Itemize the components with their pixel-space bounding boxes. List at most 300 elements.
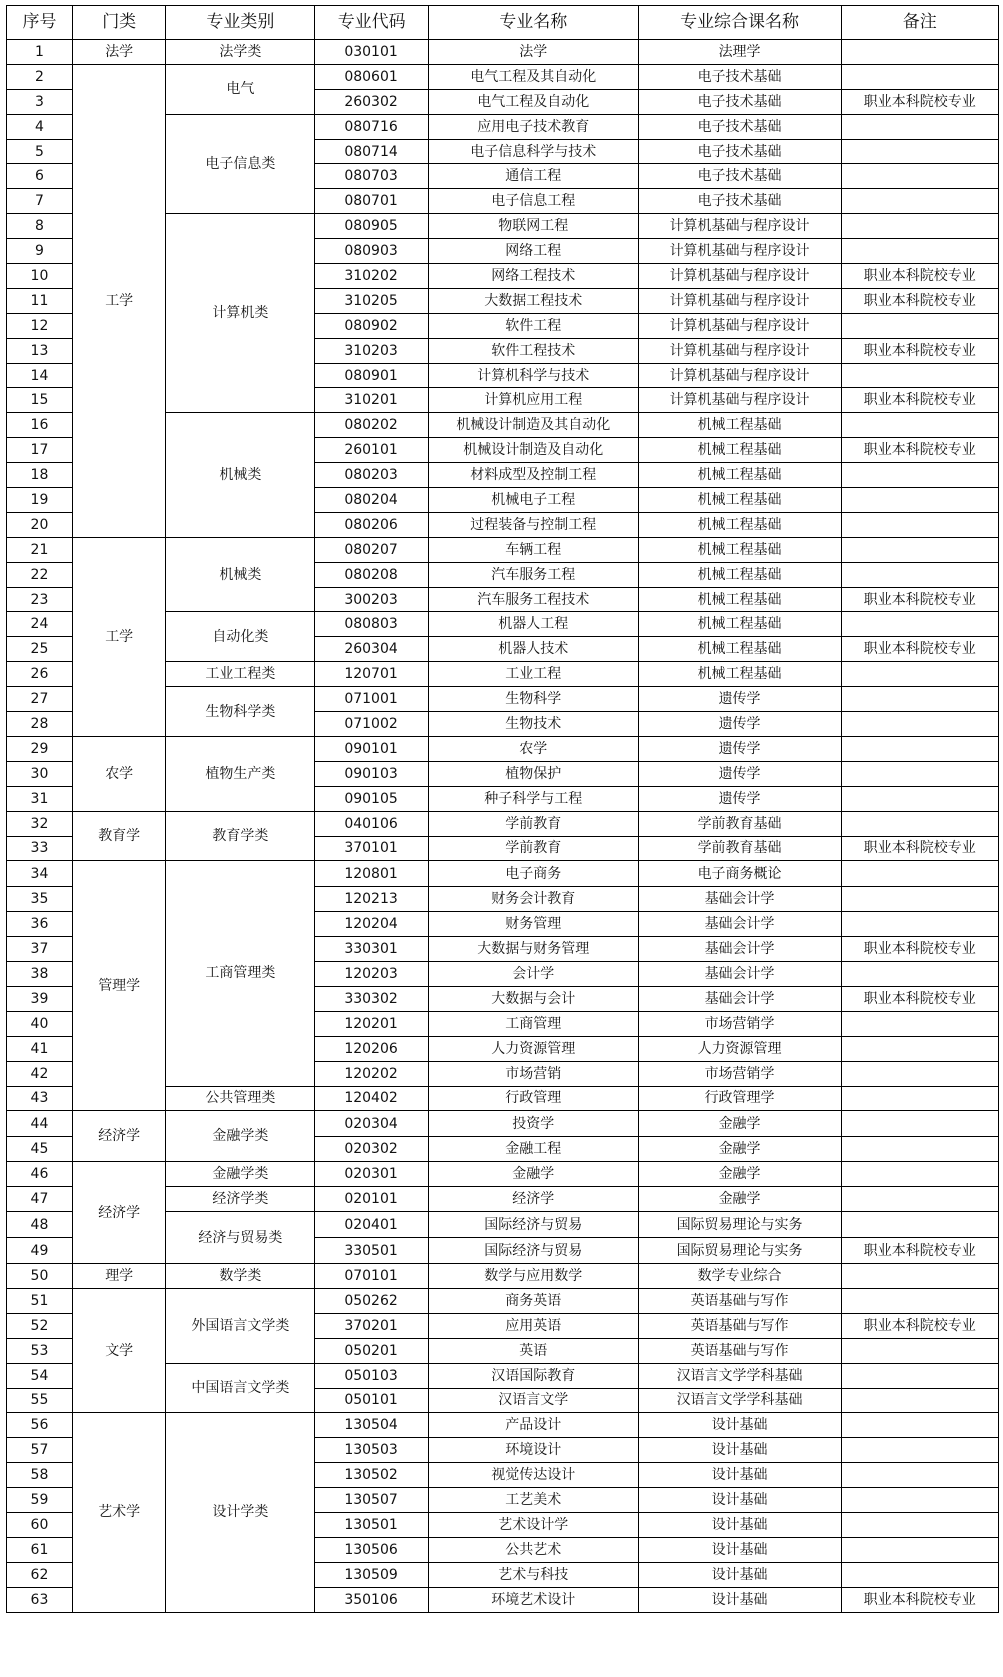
cell-code: 020302 [315, 1137, 429, 1162]
cell-seq: 10 [7, 264, 73, 289]
cell-code: 080901 [315, 363, 429, 388]
cell-major-name: 法学 [429, 40, 638, 65]
cell-course-name: 电子技术基础 [638, 164, 841, 189]
cell-code: 020304 [315, 1111, 429, 1137]
cell-course-name: 设计基础 [638, 1537, 841, 1562]
cell-major-name: 机械电子工程 [429, 488, 638, 513]
cell-remark: 职业本科院校专业 [841, 89, 998, 114]
cell-seq: 53 [7, 1338, 73, 1363]
cell-course-name: 金融学 [638, 1187, 841, 1212]
cell-course-name: 机械工程基础 [638, 512, 841, 537]
cell-major-name: 软件工程技术 [429, 338, 638, 363]
cell-remark [841, 1036, 998, 1061]
cell-course-name: 机械工程基础 [638, 438, 841, 463]
cell-seq: 59 [7, 1488, 73, 1513]
cell-course-name: 数学专业综合 [638, 1264, 841, 1289]
cell-code: 080803 [315, 612, 429, 637]
cell-course-name: 遗传学 [638, 712, 841, 737]
cell-course-name: 汉语言文学学科基础 [638, 1363, 841, 1388]
cell-remark [841, 1338, 998, 1363]
cell-seq: 55 [7, 1388, 73, 1413]
cell-category: 文学 [72, 1288, 166, 1412]
cell-course-name: 机械工程基础 [638, 662, 841, 687]
cell-course-name: 英语基础与写作 [638, 1313, 841, 1338]
cell-code: 310201 [315, 388, 429, 413]
cell-major-name: 学前教育 [429, 811, 638, 836]
cell-seq: 44 [7, 1111, 73, 1137]
cell-remark: 职业本科院校专业 [841, 1238, 998, 1264]
cell-major-name: 大数据与会计 [429, 986, 638, 1011]
cell-course-name: 遗传学 [638, 687, 841, 712]
cell-code: 120206 [315, 1036, 429, 1061]
cell-course-name: 机械工程基础 [638, 587, 841, 612]
cell-remark [841, 1413, 998, 1438]
cell-code: 330501 [315, 1238, 429, 1264]
cell-course-name: 电子商务概论 [638, 861, 841, 887]
cell-remark [841, 189, 998, 214]
cell-seq: 39 [7, 986, 73, 1011]
cell-remark [841, 1011, 998, 1036]
cell-major-name: 电子信息工程 [429, 189, 638, 214]
cell-code: 080701 [315, 189, 429, 214]
cell-seq: 32 [7, 811, 73, 836]
cell-course-name: 计算机基础与程序设计 [638, 388, 841, 413]
cell-major-name: 环境设计 [429, 1438, 638, 1463]
cell-seq: 2 [7, 64, 73, 89]
cell-code: 030101 [315, 40, 429, 65]
cell-remark [841, 761, 998, 786]
cell-remark: 职业本科院校专业 [841, 836, 998, 861]
cell-seq: 28 [7, 712, 73, 737]
cell-seq: 14 [7, 363, 73, 388]
cell-remark [841, 1162, 998, 1187]
cell-major-name: 市场营销 [429, 1061, 638, 1086]
cell-major-name: 网络工程 [429, 239, 638, 264]
cell-major-name: 国际经济与贸易 [429, 1238, 638, 1264]
cell-major-name: 财务管理 [429, 912, 638, 937]
cell-seq: 62 [7, 1562, 73, 1587]
cell-course-name: 市场营销学 [638, 1011, 841, 1036]
cell-seq: 45 [7, 1137, 73, 1162]
cell-major-name: 机械设计制造及其自动化 [429, 413, 638, 438]
table-row [7, 1162, 999, 1187]
cell-major-name: 大数据工程技术 [429, 288, 638, 313]
cell-major-name: 生物技术 [429, 712, 638, 737]
cell-course-name: 机械工程基础 [638, 463, 841, 488]
cell-subcategory: 工业工程类 [166, 662, 315, 687]
cell-major-name: 机器人技术 [429, 637, 638, 662]
cell-remark [841, 887, 998, 912]
cell-major-name: 工业工程 [429, 662, 638, 687]
cell-course-name: 机械工程基础 [638, 537, 841, 562]
cell-course-name: 英语基础与写作 [638, 1338, 841, 1363]
table-row [7, 1288, 999, 1313]
cell-remark [841, 413, 998, 438]
cell-subcategory: 外国语言文学类 [166, 1288, 315, 1363]
cell-remark [841, 1438, 998, 1463]
cell-code: 040106 [315, 811, 429, 836]
cell-course-name: 电子技术基础 [638, 89, 841, 114]
cell-seq: 57 [7, 1438, 73, 1463]
cell-course-name: 计算机基础与程序设计 [638, 288, 841, 313]
cell-course-name: 遗传学 [638, 761, 841, 786]
cell-major-name: 视觉传达设计 [429, 1463, 638, 1488]
cell-code: 310203 [315, 338, 429, 363]
cell-category: 理学 [72, 1264, 166, 1289]
cell-category: 管理学 [72, 861, 166, 1111]
cell-course-name: 基础会计学 [638, 887, 841, 912]
cell-major-name: 机器人工程 [429, 612, 638, 637]
cell-seq: 34 [7, 861, 73, 887]
cell-course-name: 机械工程基础 [638, 488, 841, 513]
cell-major-name: 电子信息科学与技术 [429, 139, 638, 164]
cell-remark [841, 139, 998, 164]
cell-subcategory: 公共管理类 [166, 1086, 315, 1111]
cell-course-name: 法理学 [638, 40, 841, 65]
cell-seq: 6 [7, 164, 73, 189]
cell-major-name: 软件工程 [429, 313, 638, 338]
cell-seq: 50 [7, 1264, 73, 1289]
cell-major-name: 数学与应用数学 [429, 1264, 638, 1289]
cell-seq: 41 [7, 1036, 73, 1061]
header-code: 专业代码 [315, 6, 429, 40]
cell-seq: 23 [7, 587, 73, 612]
cell-remark [841, 662, 998, 687]
cell-remark [841, 912, 998, 937]
header-row [7, 6, 999, 40]
cell-course-name: 计算机基础与程序设计 [638, 338, 841, 363]
cell-course-name: 设计基础 [638, 1587, 841, 1612]
cell-major-name: 金融学 [429, 1162, 638, 1187]
table-row [7, 861, 999, 887]
cell-code: 080207 [315, 537, 429, 562]
cell-course-name: 遗传学 [638, 786, 841, 811]
cell-course-name: 计算机基础与程序设计 [638, 313, 841, 338]
header-remark: 备注 [841, 6, 998, 40]
cell-remark: 职业本科院校专业 [841, 388, 998, 413]
cell-subcategory: 数学类 [166, 1264, 315, 1289]
cell-major-name: 应用电子技术教育 [429, 114, 638, 139]
cell-subcategory: 经济学类 [166, 1187, 315, 1212]
cell-remark [841, 1061, 998, 1086]
page [6, 5, 999, 1613]
cell-code: 310202 [315, 264, 429, 289]
cell-course-name: 国际贸易理论与实务 [638, 1212, 841, 1238]
cell-major-name: 汉语言文学 [429, 1388, 638, 1413]
cell-seq: 22 [7, 562, 73, 587]
cell-seq: 9 [7, 239, 73, 264]
cell-seq: 48 [7, 1212, 73, 1238]
cell-category: 经济学 [72, 1111, 166, 1162]
cell-subcategory: 机械类 [166, 413, 315, 537]
cell-code: 120213 [315, 887, 429, 912]
cell-major-name: 通信工程 [429, 164, 638, 189]
cell-course-name: 遗传学 [638, 736, 841, 761]
cell-major-name: 经济学 [429, 1187, 638, 1212]
cell-course-name: 设计基础 [638, 1512, 841, 1537]
cell-seq: 58 [7, 1463, 73, 1488]
cell-seq: 36 [7, 912, 73, 937]
cell-course-name: 金融学 [638, 1162, 841, 1187]
cell-course-name: 学前教育基础 [638, 811, 841, 836]
cell-seq: 33 [7, 836, 73, 861]
cell-major-name: 计算机科学与技术 [429, 363, 638, 388]
cell-major-name: 金融工程 [429, 1137, 638, 1162]
cell-remark [841, 1463, 998, 1488]
cell-course-name: 设计基础 [638, 1438, 841, 1463]
cell-remark: 职业本科院校专业 [841, 1587, 998, 1612]
cell-remark: 职业本科院校专业 [841, 438, 998, 463]
cell-remark [841, 1488, 998, 1513]
cell-seq: 35 [7, 887, 73, 912]
cell-major-name: 种子科学与工程 [429, 786, 638, 811]
cell-remark: 职业本科院校专业 [841, 338, 998, 363]
cell-course-name: 计算机基础与程序设计 [638, 264, 841, 289]
cell-course-name: 金融学 [638, 1137, 841, 1162]
cell-remark [841, 1086, 998, 1111]
cell-subcategory: 电气 [166, 64, 315, 114]
cell-remark [841, 363, 998, 388]
cell-code: 050101 [315, 1388, 429, 1413]
cell-code: 071001 [315, 687, 429, 712]
cell-code: 071002 [315, 712, 429, 737]
cell-seq: 12 [7, 313, 73, 338]
cell-remark [841, 40, 998, 65]
cell-remark [841, 1288, 998, 1313]
cell-seq: 54 [7, 1363, 73, 1388]
cell-code: 080208 [315, 562, 429, 587]
cell-code: 080703 [315, 164, 429, 189]
cell-code: 020401 [315, 1212, 429, 1238]
cell-major-name: 生物科学 [429, 687, 638, 712]
cell-remark [841, 786, 998, 811]
cell-course-name: 机械工程基础 [638, 612, 841, 637]
cell-major-name: 农学 [429, 736, 638, 761]
cell-subcategory: 法学类 [166, 40, 315, 65]
cell-course-name: 汉语言文学学科基础 [638, 1388, 841, 1413]
cell-remark [841, 1264, 998, 1289]
cell-major-name: 人力资源管理 [429, 1036, 638, 1061]
cell-subcategory: 机械类 [166, 537, 315, 612]
cell-code: 120801 [315, 861, 429, 887]
cell-course-name: 设计基础 [638, 1413, 841, 1438]
cell-remark [841, 114, 998, 139]
cell-major-name: 网络工程技术 [429, 264, 638, 289]
cell-code: 050262 [315, 1288, 429, 1313]
table-row [7, 64, 999, 89]
cell-code: 090101 [315, 736, 429, 761]
cell-major-name: 植物保护 [429, 761, 638, 786]
cell-seq: 40 [7, 1011, 73, 1036]
cell-course-name: 学前教育基础 [638, 836, 841, 861]
cell-remark [841, 612, 998, 637]
cell-seq: 8 [7, 214, 73, 239]
cell-remark [841, 1187, 998, 1212]
cell-course-name: 英语基础与写作 [638, 1288, 841, 1313]
cell-code: 130502 [315, 1463, 429, 1488]
cell-seq: 42 [7, 1061, 73, 1086]
cell-code: 080902 [315, 313, 429, 338]
cell-remark [841, 1363, 998, 1388]
cell-subcategory: 教育学类 [166, 811, 315, 861]
cell-major-name: 大数据与财务管理 [429, 937, 638, 962]
header-seq: 序号 [7, 6, 73, 40]
cell-remark [841, 962, 998, 987]
cell-code: 330301 [315, 937, 429, 962]
cell-course-name: 电子技术基础 [638, 139, 841, 164]
cell-seq: 24 [7, 612, 73, 637]
cell-major-name: 投资学 [429, 1111, 638, 1137]
cell-major-name: 商务英语 [429, 1288, 638, 1313]
table-row [7, 811, 999, 836]
cell-major-name: 计算机应用工程 [429, 388, 638, 413]
cell-major-name: 汽车服务工程技术 [429, 587, 638, 612]
cell-remark [841, 164, 998, 189]
cell-code: 130501 [315, 1512, 429, 1537]
cell-course-name: 基础会计学 [638, 937, 841, 962]
cell-major-name: 艺术设计学 [429, 1512, 638, 1537]
cell-code: 080204 [315, 488, 429, 513]
cell-seq: 20 [7, 512, 73, 537]
cell-code: 260101 [315, 438, 429, 463]
cell-remark: 职业本科院校专业 [841, 288, 998, 313]
cell-major-name: 环境艺术设计 [429, 1587, 638, 1612]
cell-major-name: 产品设计 [429, 1413, 638, 1438]
cell-code: 120402 [315, 1086, 429, 1111]
cell-major-name: 财务会计教育 [429, 887, 638, 912]
cell-remark [841, 861, 998, 887]
cell-code: 070101 [315, 1264, 429, 1289]
header-major-name: 专业名称 [429, 6, 638, 40]
cell-remark [841, 1212, 998, 1238]
cell-course-name: 国际贸易理论与实务 [638, 1238, 841, 1264]
cell-remark [841, 736, 998, 761]
cell-seq: 63 [7, 1587, 73, 1612]
cell-remark: 职业本科院校专业 [841, 264, 998, 289]
cell-course-name: 计算机基础与程序设计 [638, 363, 841, 388]
cell-course-name: 人力资源管理 [638, 1036, 841, 1061]
cell-code: 310205 [315, 288, 429, 313]
header-subcategory: 专业类别 [166, 6, 315, 40]
cell-remark: 职业本科院校专业 [841, 637, 998, 662]
cell-seq: 21 [7, 537, 73, 562]
cell-major-name: 行政管理 [429, 1086, 638, 1111]
cell-seq: 25 [7, 637, 73, 662]
cell-code: 120204 [315, 912, 429, 937]
cell-seq: 43 [7, 1086, 73, 1111]
cell-subcategory: 设计学类 [166, 1413, 315, 1612]
table-body [7, 40, 999, 1613]
cell-major-name: 艺术与科技 [429, 1562, 638, 1587]
cell-remark [841, 712, 998, 737]
cell-code: 050201 [315, 1338, 429, 1363]
cell-remark [841, 512, 998, 537]
cell-major-name: 电气工程及自动化 [429, 89, 638, 114]
cell-code: 120201 [315, 1011, 429, 1036]
cell-major-name: 汉语国际教育 [429, 1363, 638, 1388]
cell-category: 工学 [72, 64, 166, 537]
cell-code: 090103 [315, 761, 429, 786]
cell-major-name: 会计学 [429, 962, 638, 987]
cell-code: 130503 [315, 1438, 429, 1463]
cell-code: 300203 [315, 587, 429, 612]
cell-remark [841, 239, 998, 264]
cell-major-name: 国际经济与贸易 [429, 1212, 638, 1238]
cell-seq: 38 [7, 962, 73, 987]
cell-category: 法学 [72, 40, 166, 65]
cell-code: 260304 [315, 637, 429, 662]
cell-major-name: 学前教育 [429, 836, 638, 861]
cell-code: 130506 [315, 1537, 429, 1562]
cell-code: 080716 [315, 114, 429, 139]
cell-seq: 1 [7, 40, 73, 65]
cell-subcategory: 工商管理类 [166, 861, 315, 1086]
cell-remark [841, 537, 998, 562]
cell-major-name: 工商管理 [429, 1011, 638, 1036]
cell-seq: 11 [7, 288, 73, 313]
cell-code: 130509 [315, 1562, 429, 1587]
cell-seq: 4 [7, 114, 73, 139]
cell-seq: 61 [7, 1537, 73, 1562]
table-row [7, 40, 999, 65]
cell-code: 350106 [315, 1587, 429, 1612]
cell-remark [841, 811, 998, 836]
cell-seq: 19 [7, 488, 73, 513]
cell-code: 080714 [315, 139, 429, 164]
header-course-name: 专业综合课名称 [638, 6, 841, 40]
cell-remark [841, 1111, 998, 1137]
cell-subcategory: 计算机类 [166, 214, 315, 413]
cell-seq: 7 [7, 189, 73, 214]
cell-code: 020301 [315, 1162, 429, 1187]
header-category: 门类 [72, 6, 166, 40]
cell-subcategory: 生物科学类 [166, 687, 315, 737]
cell-code: 020101 [315, 1187, 429, 1212]
cell-course-name: 电子技术基础 [638, 114, 841, 139]
cell-subcategory: 电子信息类 [166, 114, 315, 214]
cell-seq: 29 [7, 736, 73, 761]
table-row [7, 1264, 999, 1289]
cell-course-name: 电子技术基础 [638, 189, 841, 214]
cell-code: 080202 [315, 413, 429, 438]
cell-course-name: 机械工程基础 [638, 562, 841, 587]
table-row [7, 537, 999, 562]
cell-course-name: 设计基础 [638, 1463, 841, 1488]
cell-course-name: 机械工程基础 [638, 637, 841, 662]
cell-remark [841, 463, 998, 488]
cell-course-name: 设计基础 [638, 1488, 841, 1513]
cell-subcategory: 植物生产类 [166, 736, 315, 811]
cell-remark [841, 313, 998, 338]
cell-remark [841, 687, 998, 712]
table-row [7, 1111, 999, 1137]
cell-major-name: 工艺美术 [429, 1488, 638, 1513]
cell-seq: 27 [7, 687, 73, 712]
cell-remark [841, 562, 998, 587]
cell-code: 080905 [315, 214, 429, 239]
cell-seq: 51 [7, 1288, 73, 1313]
table-row [7, 1413, 999, 1438]
cell-major-name: 公共艺术 [429, 1537, 638, 1562]
cell-remark [841, 1137, 998, 1162]
cell-code: 120203 [315, 962, 429, 987]
cell-code: 080206 [315, 512, 429, 537]
cell-code: 080203 [315, 463, 429, 488]
cell-seq: 52 [7, 1313, 73, 1338]
cell-code: 330302 [315, 986, 429, 1011]
cell-major-name: 物联网工程 [429, 214, 638, 239]
cell-seq: 3 [7, 89, 73, 114]
